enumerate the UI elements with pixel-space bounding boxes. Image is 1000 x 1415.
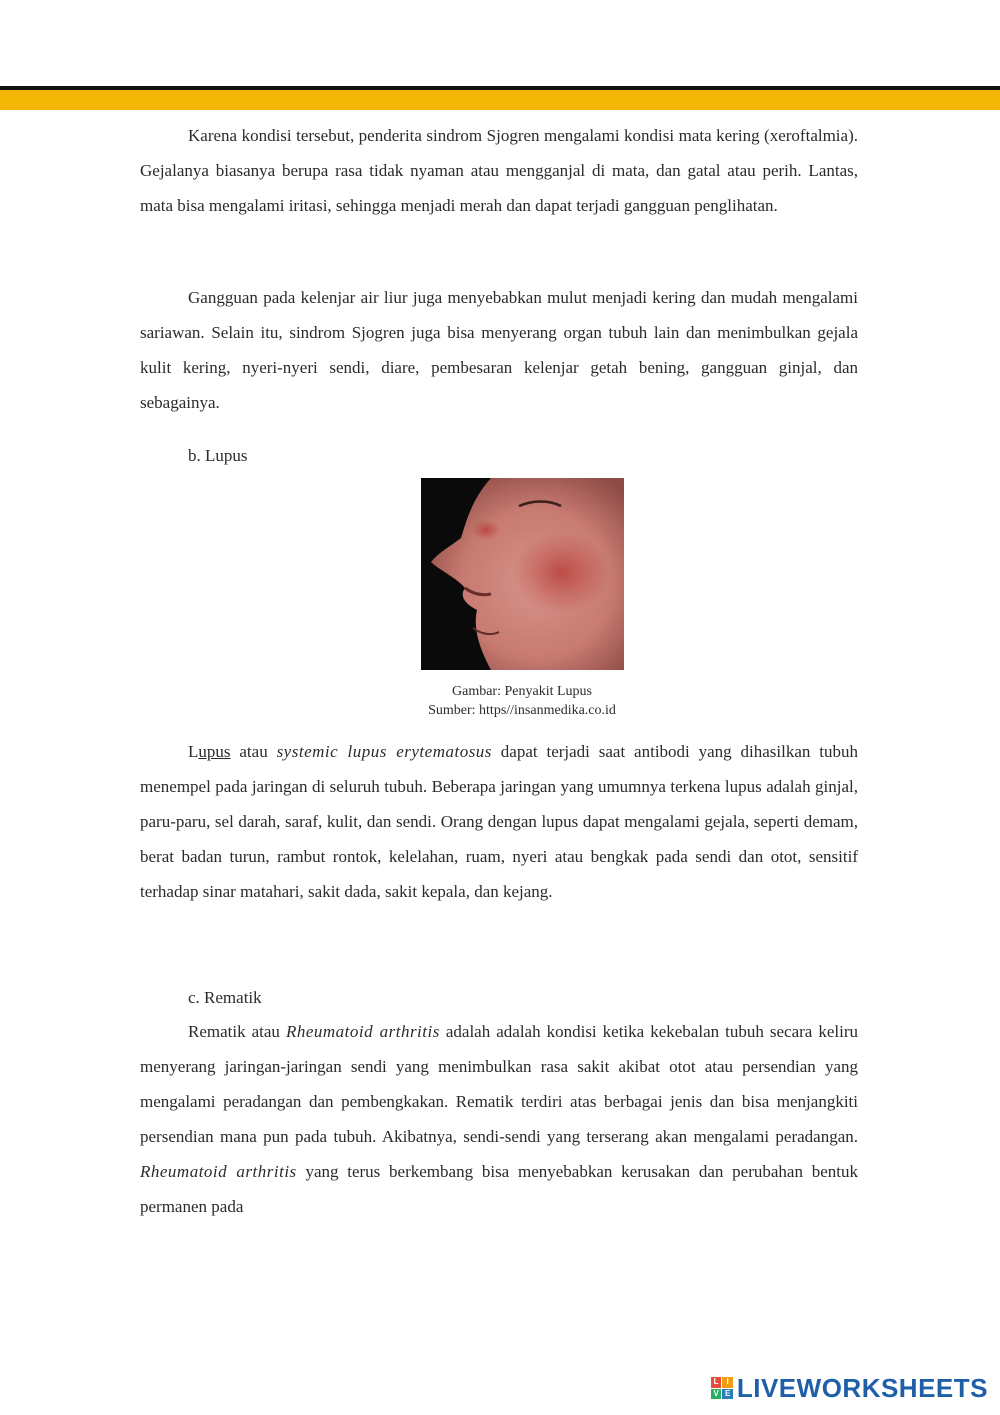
paragraph-sjogren-eyes: Karena kondisi tersebut, penderita sindrom Sjogren mengalami kondisi mata kering (xeroftalmia). Gejalanya biasanya berupa rasa tidak nyaman atau mengganjal di mata, dan gatal atau perih. Lantas, mata bisa mengalami iritasi, sehingga menjadi merah dan dapat terjadi gangguan penglihatan. bbox=[140, 126, 858, 215]
figure-caption-title: Gambar: Penyakit Lupus bbox=[452, 684, 592, 699]
rematik-latin-term-second: Rheumatoid arthritis bbox=[140, 1162, 297, 1181]
rematik-body-text: adalah adalah kondisi ketika kekebalan tubuh secara keliru menyerang jaringan-jaringan sendi yang menimbulkan rasa sakit akibat otot atau persendian yang mengalami peradangan dan pembengkakan. Rematik terdiri atas berbagai jenis dan bisa menjangkiti persendian mana pun pada tubuh. Akibatnya, sendi-sendi yang terserang akan mengalami peradangan. bbox=[140, 1022, 858, 1146]
lupus-underlined-word: upus bbox=[198, 742, 231, 761]
figure-caption-source: Sumber: https//insanmedika.co.id bbox=[428, 703, 616, 718]
header-accent-bar bbox=[0, 90, 1000, 110]
rematik-latin-term: Rheumatoid arthritis bbox=[285, 1022, 440, 1041]
logo-letter-2: I bbox=[722, 1377, 733, 1388]
heading-lupus: b. Lupus bbox=[188, 446, 248, 465]
paragraph-rematik bbox=[140, 1014, 858, 1224]
liveworksheets-wordmark: LIVEWORKSHEETS bbox=[736, 1372, 988, 1403]
lupus-face-photo bbox=[421, 478, 624, 670]
lupus-first-letter: L bbox=[188, 742, 199, 761]
rematik-body-text-end: yang terus berkembang bisa menyebabkan kerusakan dan perubahan bentuk permanen pada bbox=[140, 1162, 858, 1216]
lupus-body-text: dapat terjadi saat antibodi yang dihasilkan tubuh menempel pada jaringan di seluruh tubuh. Beberapa jaringan yang umumnya terkena lupus adalah ginjal, paru-paru, sel darah, saraf, kulit, dan sendi. Orang dengan lupus dapat mengalami gejala, seperti demam, berat badan turun, rambut rontok, kelelahan, ruam, nyeri atau bengkak pada sendi dan otot, sensitif terhadap sinar matahari, sakit dada, sakit kepala, dan kejang. bbox=[140, 742, 858, 901]
logo-letter-4: E bbox=[722, 1389, 733, 1400]
logo-letter-3: V bbox=[711, 1389, 722, 1400]
liveworksheets-watermark bbox=[711, 1371, 988, 1405]
heading-rematik: c. Rematik bbox=[188, 988, 262, 1007]
lupus-connector: atau bbox=[230, 742, 277, 761]
paragraph-lupus bbox=[140, 734, 858, 909]
lupus-latin-term: systemic lupus erytematosus bbox=[276, 742, 492, 761]
logo-letter-1: L bbox=[711, 1377, 722, 1388]
lupus-face-illustration bbox=[421, 478, 624, 670]
rematik-intro: Rematik atau bbox=[188, 1022, 286, 1041]
paragraph-sjogren-mouth: Gangguan pada kelenjar air liur juga menyebabkan mulut menjadi kering dan mudah mengalami sariawan. Selain itu, sindrom Sjogren juga bisa menyerang organ tubuh lain dan menimbulkan gejala kulit kering, nyeri-nyeri sendi, diare, pembesaran kelenjar getah bening, gangguan ginjal, dan sebagainya. bbox=[140, 288, 858, 412]
liveworksheets-logo-icon bbox=[711, 1377, 733, 1399]
